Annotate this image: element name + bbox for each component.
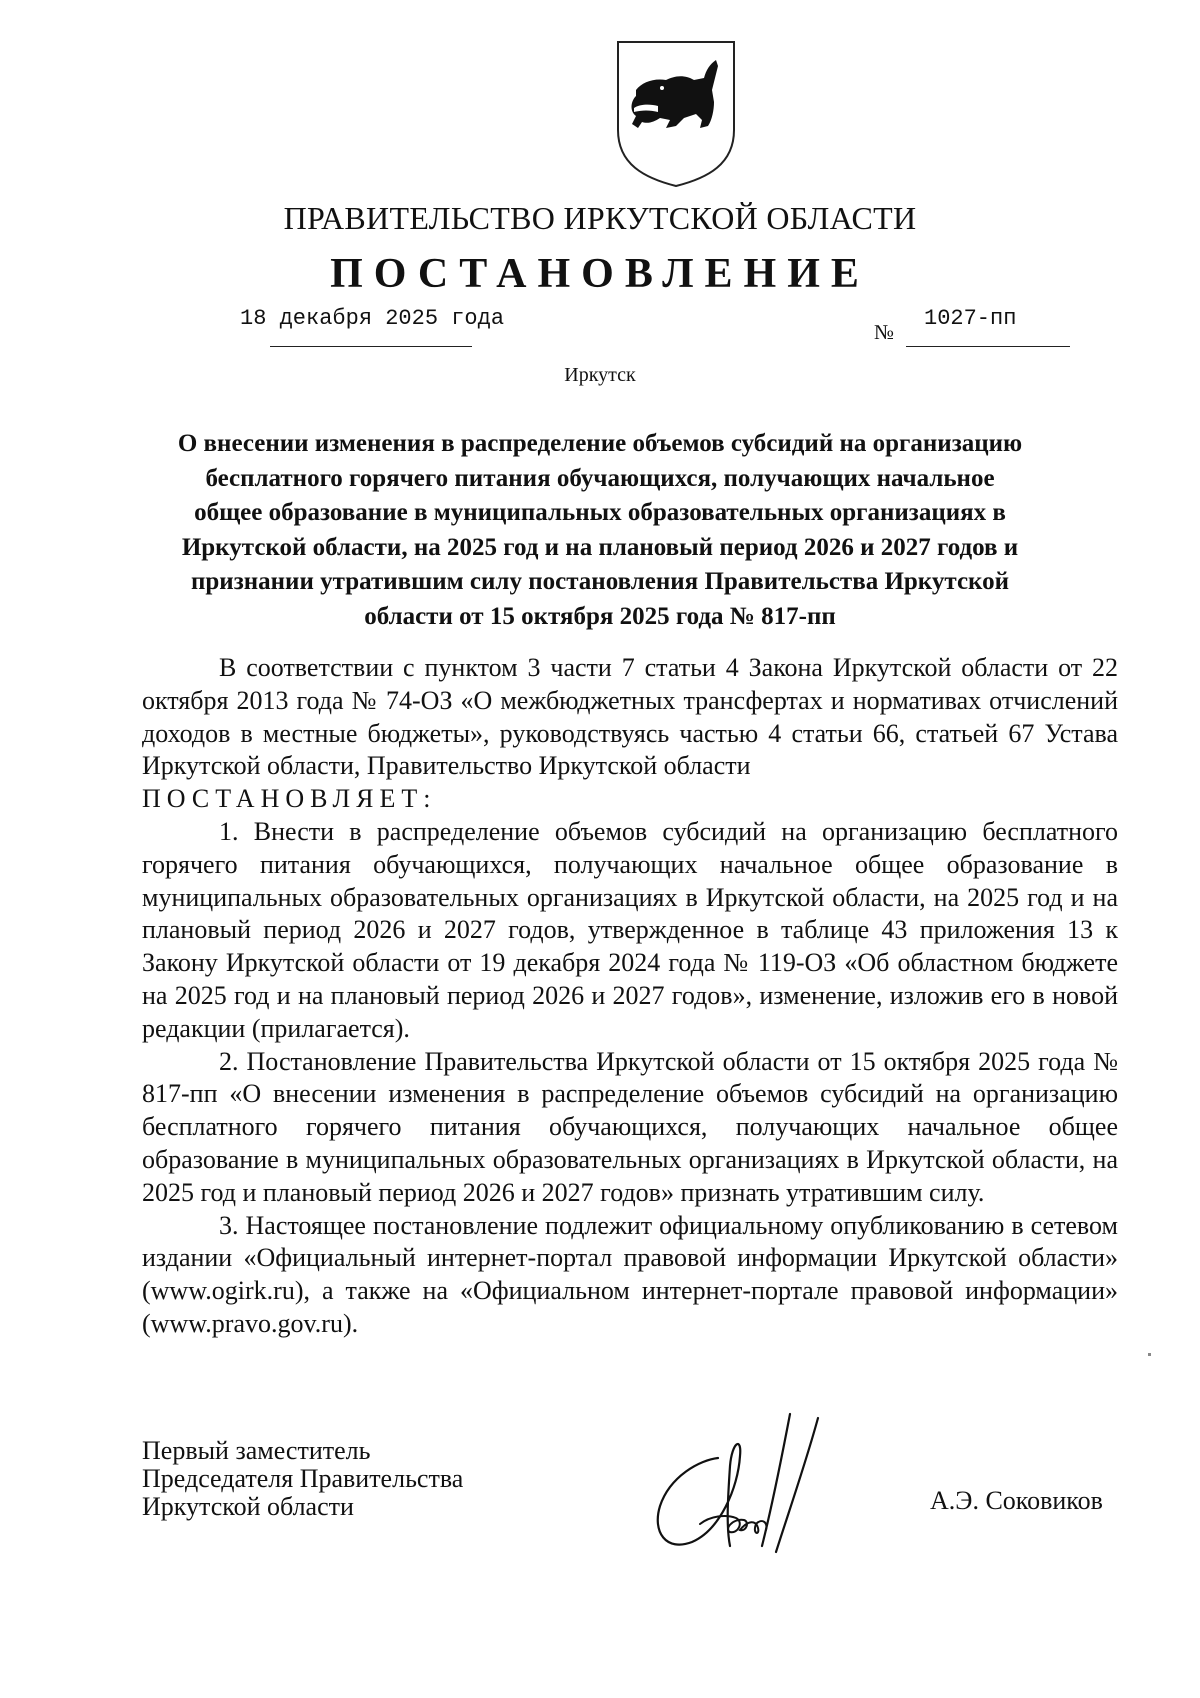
scan-speck xyxy=(1148,1353,1151,1356)
item-2-paragraph: 2. Постановление Правительства Иркутской области от 15 октября 2025 года № 817-пп «О внесении изменения в распределение объемов субсидий на организацию бесплатного горячего питания обучающихся, получающих начальное общее образование в муниципальных образовательных организациях в Иркутской области, на 2025 год и плановый период 2026 и 2027 годов» признать утратившим силу. xyxy=(142,1046,1118,1207)
resolves-word: ПОСТАНОВЛЯЕТ: xyxy=(142,784,437,814)
item-3-paragraph: 3. Настоящее постановление подлежит официальному опубликованию в сетевом издании «Официальный интернет-портал правовой информации Иркутской области» (www.ogirk.ru), а также на «Официальном интернет-портале правовой информации» (www.pravo.gov.ru). xyxy=(142,1210,1118,1338)
document-heading xyxy=(150,427,1050,634)
date-underline xyxy=(270,346,472,347)
handwritten-signature xyxy=(640,1396,876,1576)
heading-line: О внесении изменения в распределение объемов субсидий на организацию xyxy=(177,430,1023,457)
heading-line: признании утратившим силу постановления Правительства Иркутской xyxy=(190,568,1010,595)
number-underline xyxy=(906,346,1070,347)
signatory-name: А.Э. Соковиков xyxy=(930,1486,1103,1515)
document-type-title: ПОСТАНОВЛЕНИЕ xyxy=(330,251,870,297)
position-line: Иркутской области xyxy=(142,1492,354,1521)
signatory-position xyxy=(142,1437,463,1521)
document-number: 1027-пп xyxy=(924,306,1017,331)
item-1-paragraph: 1. Внести в распределение объемов субсидий на организацию бесплатного горячего питания обучающихся, получающих начальное общее образование в муниципальных образовательных организациях в Иркутской области, на 2025 год и на плановый период 2026 и 2027 годов, утвержденное в таблице 43 приложения 13 к Закону Иркутской области от 19 декабря 2024 года № 119-ОЗ «Об областном бюджете на 2025 год и на плановый период 2026 и 2027 годов», изменение, изложив его в новой редакции (прилагается). xyxy=(142,816,1118,1043)
heading-line: Иркутской области, на 2025 год и на плановый период 2026 и 2027 годов и xyxy=(181,533,1019,561)
heading-line: области от 15 октября 2025 года № 817-пп xyxy=(364,602,836,630)
heading-line: бесплатного горячего питания обучающихся, получающих начальное xyxy=(205,464,995,492)
preamble-paragraph: В соответствии с пунктом 3 части 7 статьи 4 Закона Иркутской области от 22 октября 2013 года № 74-ОЗ «О межбюджетных трансфертах и нормативах отчислений доходов в местные бюджеты», руководствуясь частью 4 статьи 66, статьей 67 Устава Иркутской области, Правительство Иркутской области xyxy=(142,653,1118,781)
coat-of-arms-icon xyxy=(614,38,738,188)
government-name: ПРАВИТЕЛЬСТВО ИРКУТСКОЙ ОБЛАСТИ xyxy=(283,200,917,236)
position-line: Первый заместитель xyxy=(142,1436,371,1465)
document-date: 18 декабря 2025 года xyxy=(240,306,505,331)
document-body xyxy=(142,652,1118,1341)
number-sign: № xyxy=(874,320,895,344)
position-line: Председателя Правительства xyxy=(142,1464,464,1493)
heading-line: общее образование в муниципальных образовательных организациях в xyxy=(194,499,1006,526)
city: Иркутск xyxy=(564,364,636,386)
